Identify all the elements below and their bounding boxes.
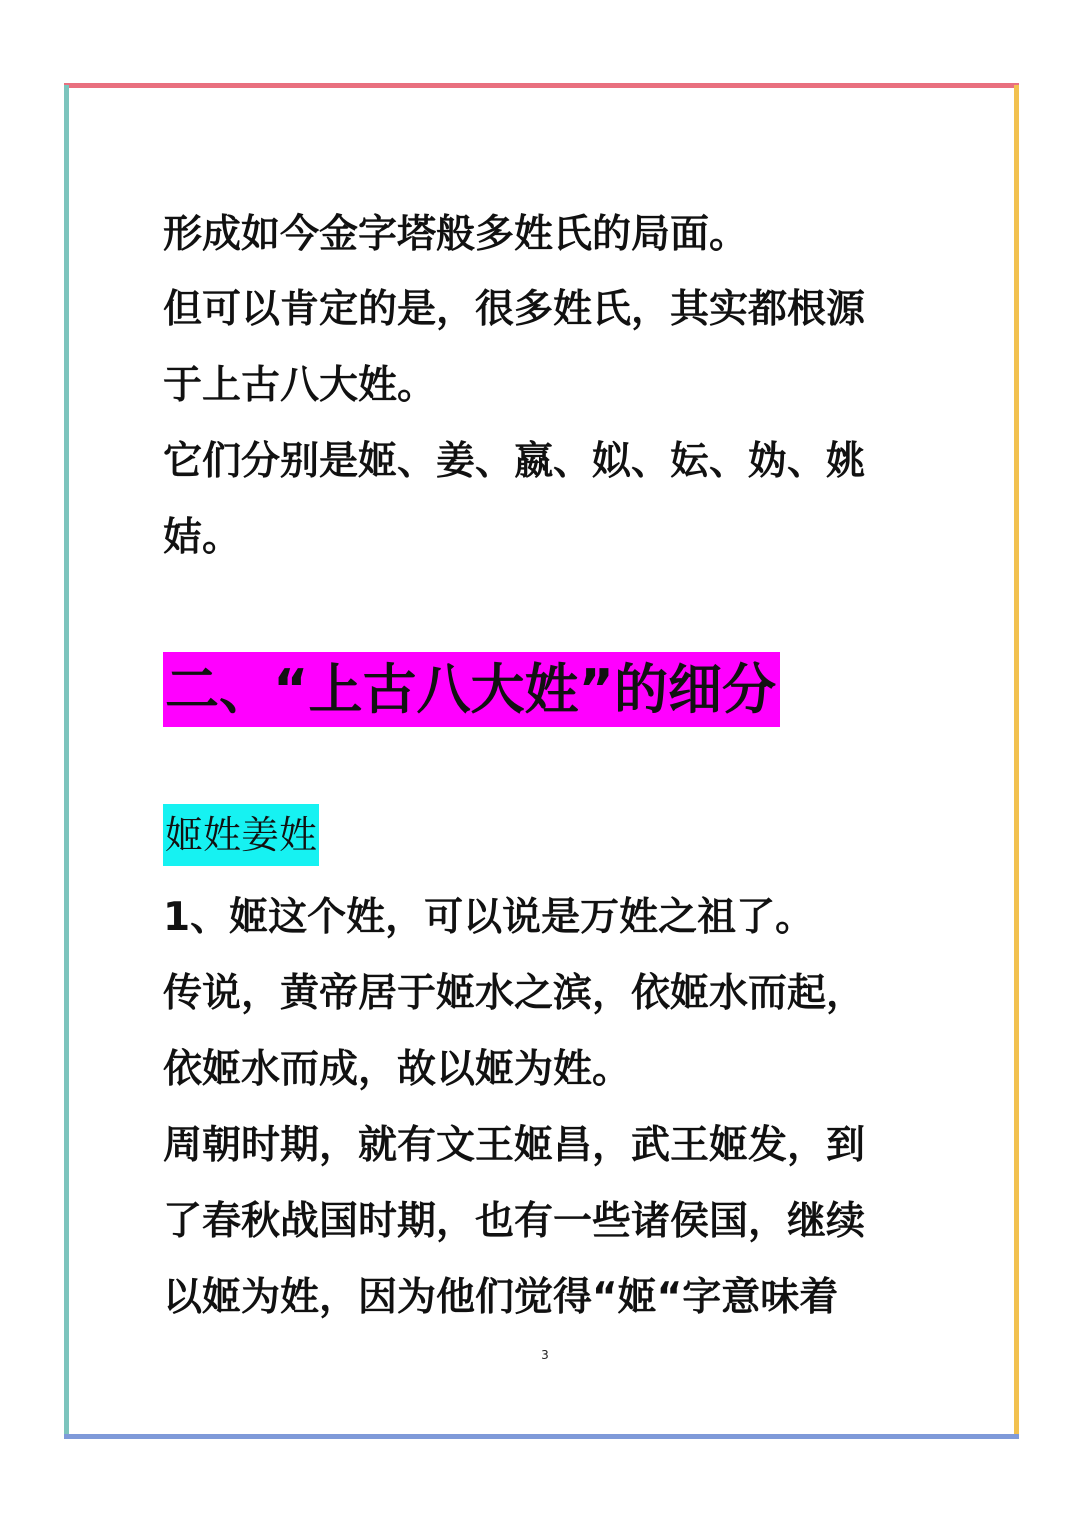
- body-line: 依姬水而成，故以姬为姓。: [163, 1047, 632, 1092]
- body-line: 以姬为姓，因为他们觉得“姬“字意味着: [163, 1275, 839, 1320]
- section-heading: 二、“上古八大姓”的细分: [163, 652, 780, 727]
- page-frame-left-border: [64, 85, 69, 1438]
- paragraph-line: 于上古八大姓。: [163, 363, 437, 408]
- page-frame-right-border: [1014, 85, 1019, 1438]
- page-frame-top-border: [64, 83, 1019, 88]
- body-line: 传说，黄帝居于姬水之滨，依姬水而起，: [163, 971, 866, 1016]
- body-line: 1、姬这个姓，可以说是万姓之祖了。: [163, 895, 815, 940]
- body-line: 了春秋战国时期，也有一些诸侯国，继续: [163, 1199, 866, 1244]
- paragraph-line: 姞。: [163, 515, 242, 560]
- paragraph-line: 但可以肯定的是，很多姓氏，其实都根源: [163, 287, 866, 332]
- body-line: 周朝时期，就有文王姬昌，武王姬发，到: [163, 1123, 866, 1168]
- page-number: 3: [541, 1348, 549, 1362]
- page-frame-bottom-border: [64, 1434, 1019, 1439]
- paragraph-line: 形成如今金字塔般多姓氏的局面。: [163, 212, 749, 257]
- subsection-heading: 姬姓姜姓: [163, 804, 319, 866]
- paragraph-line: 它们分别是姬、姜、嬴、姒、妘、妫、姚: [163, 439, 866, 484]
